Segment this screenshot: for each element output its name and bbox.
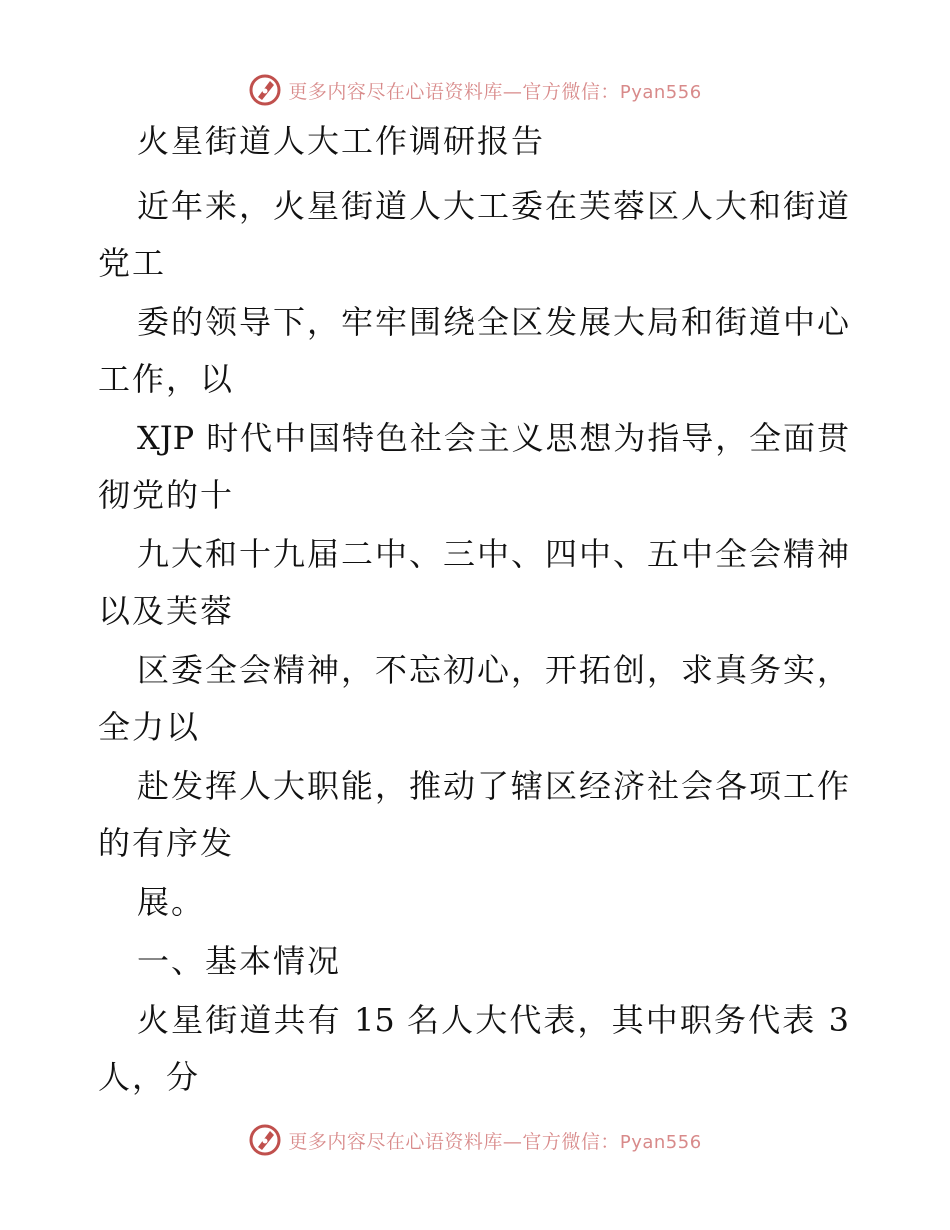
paragraph-line: 委的领导下，牢牢围绕全区发展大局和街道中心 (137, 303, 849, 341)
section-heading: 一、基本情况 (137, 942, 342, 980)
paragraph-line: XJP 时代中国特色社会主义思想为指导，全面贯 (137, 419, 849, 457)
header-watermark (0, 70, 950, 110)
paragraph-line: 区委全会精神，不忘初心，开拓创，求真务实， (137, 651, 849, 689)
watermark-text: 更多内容尽在心语资料库—官方微信：Pyan556 (288, 1130, 702, 1153)
pen-nib-logo-icon (248, 1123, 282, 1157)
paragraph-line: 以及芙蓉 (98, 592, 235, 630)
paragraph-line: 火星街道共有 15 名人大代表，其中职务代表 3 (137, 1001, 849, 1039)
paragraph-line: 的有序发 (98, 824, 235, 862)
paragraph-line: 展。 (137, 883, 206, 921)
paragraph-line: 全力以 (98, 708, 201, 746)
pen-nib-logo-icon (248, 73, 282, 107)
paragraph-line: 九大和十九届二中、三中、四中、五中全会精神 (137, 535, 849, 573)
paragraph-line: 党工 (98, 244, 167, 282)
paragraph-line: 近年来，火星街道人大工委在芙蓉区人大和街道 (137, 187, 849, 225)
footer-watermark (0, 1120, 950, 1160)
watermark-text: 更多内容尽在心语资料库—官方微信：Pyan556 (288, 80, 702, 103)
document-title: 火星街道人大工作调研报告 (137, 122, 546, 160)
paragraph-line: 人，分 (98, 1058, 201, 1096)
paragraph-line: 彻党的十 (98, 476, 235, 514)
paragraph-line: 赴发挥人大职能，推动了辖区经济社会各项工作 (137, 767, 849, 805)
paragraph-line: 工作，以 (98, 360, 235, 398)
